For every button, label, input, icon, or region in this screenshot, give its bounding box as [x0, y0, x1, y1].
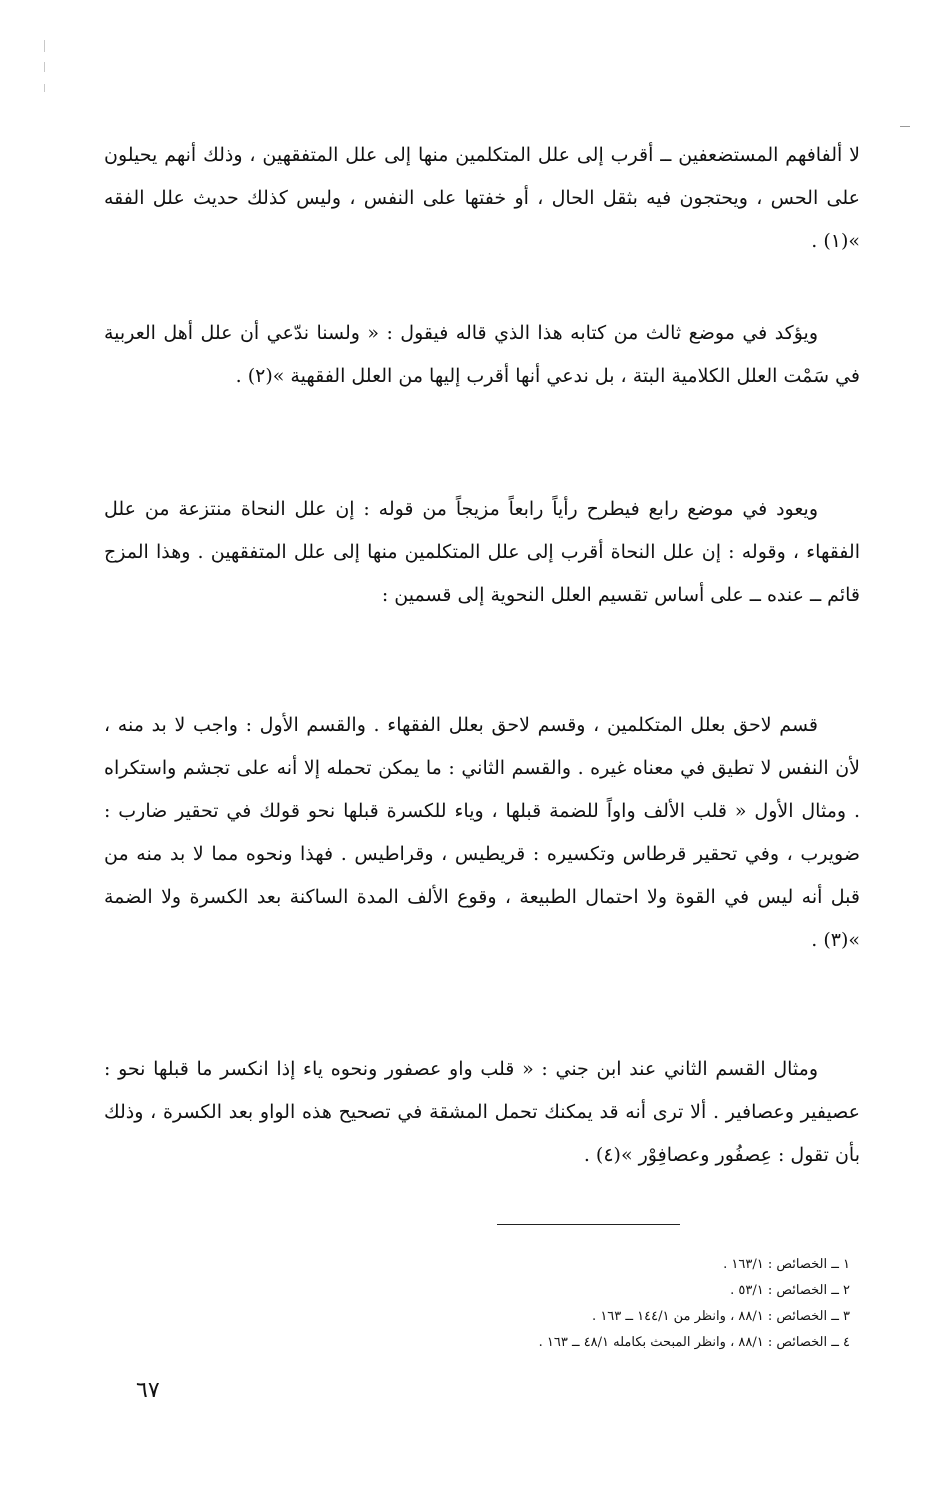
scan-artifact [44, 62, 45, 72]
paragraph-text: قسم لاحق بعلل المتكلمين ، وقسم لاحق بعلل الفقهاء . والقسم الأول : واجب لا بد منه ، لأن النفس لا تطيق في معناه غيره . والقسم الثاني : ما يمكن تحمله إلا أنه على تجشم واستكراه . ومثال الأول « قلب الألف واواً للضمة قبلها ، وياء للكسرة قبلها نحو قولك في تحقير ضارب : ضويرب ، وفي تحقير قرطاس وتكسيره : قريطيس ، وقراطيس . فهذا ونحوه مما لا بد منه من قبل أنه ليس في القوة ولا احتمال الطبيعة ، وقوع الألف المدة الساكنة بعد الكسرة ولا الضمة »(٣) . [104, 714, 860, 951]
scan-artifact [44, 84, 45, 92]
footnote-2: ٢ ــ الخصائص : ٥٣/١ . [730, 1283, 850, 1298]
paragraph-2 [104, 312, 860, 398]
footnote-separator [497, 1224, 680, 1225]
paragraph-4 [104, 704, 860, 962]
paragraph-text: ويؤكد في موضع ثالث من كتابه هذا الذي قاله فيقول : « ولسنا ندّعي أن علل أهل العربية في سَمْت العلل الكلامية البتة ، بل ندعي أنها أقرب إليها من العلل الفقهية »(٢) . [104, 322, 860, 387]
paragraph-3 [104, 488, 860, 617]
margin-tick [900, 126, 910, 127]
page-number: ٦٧ [136, 1378, 160, 1403]
paragraph-1 [104, 134, 860, 263]
paragraph-text: لا ألفافهم المستضعفين ــ أقرب إلى علل المتكلمين منها إلى علل المتفقهين ، وذلك أنهم يحيلون على الحس ، ويحتجون فيه بثقل الحال ، أو خفتها على النفس ، وليس كذلك حديث علل الفقه »(١) . [104, 144, 860, 252]
paragraph-text: ويعود في موضع رابع فيطرح رأياً رابعاً مزيجاً من قوله : إن علل النحاة منتزعة من علل الفقهاء ، وقوله : إن علل النحاة أقرب إلى علل المتكلمين منها إلى علل المتفقهين . وهذا المزج قائم ــ عنده ــ على أساس تقسيم العلل النحوية إلى قسمين : [104, 498, 860, 606]
scan-artifact [44, 40, 45, 52]
footnote-4: ٤ ــ الخصائص : ٨٨/١ ، وانظر المبحث بكامله ٤٨/١ ــ ١٦٣ . [538, 1335, 850, 1350]
footnote-3: ٣ ــ الخصائص : ٨٨/١ ، وانظر من ١٤٤/١ ــ ١٦٣ . [592, 1309, 850, 1324]
paragraph-5 [104, 1048, 860, 1177]
footnotes [380, 1252, 850, 1356]
footnote-1: ١ ــ الخصائص : ١٦٣/١ . [723, 1257, 850, 1272]
paragraph-text: ومثال القسم الثاني عند ابن جني : « قلب واو عصفور ونحوه ياء إذا انكسر ما قبلها نحو : عصيفير وعصافير . ألا ترى أنه قد يمكنك تحمل المشقة في تصحيح هذه الواو بعد الكسرة ، وذلك بأن تقول : عِصفُور وعصافِوْر »(٤) . [104, 1058, 860, 1166]
